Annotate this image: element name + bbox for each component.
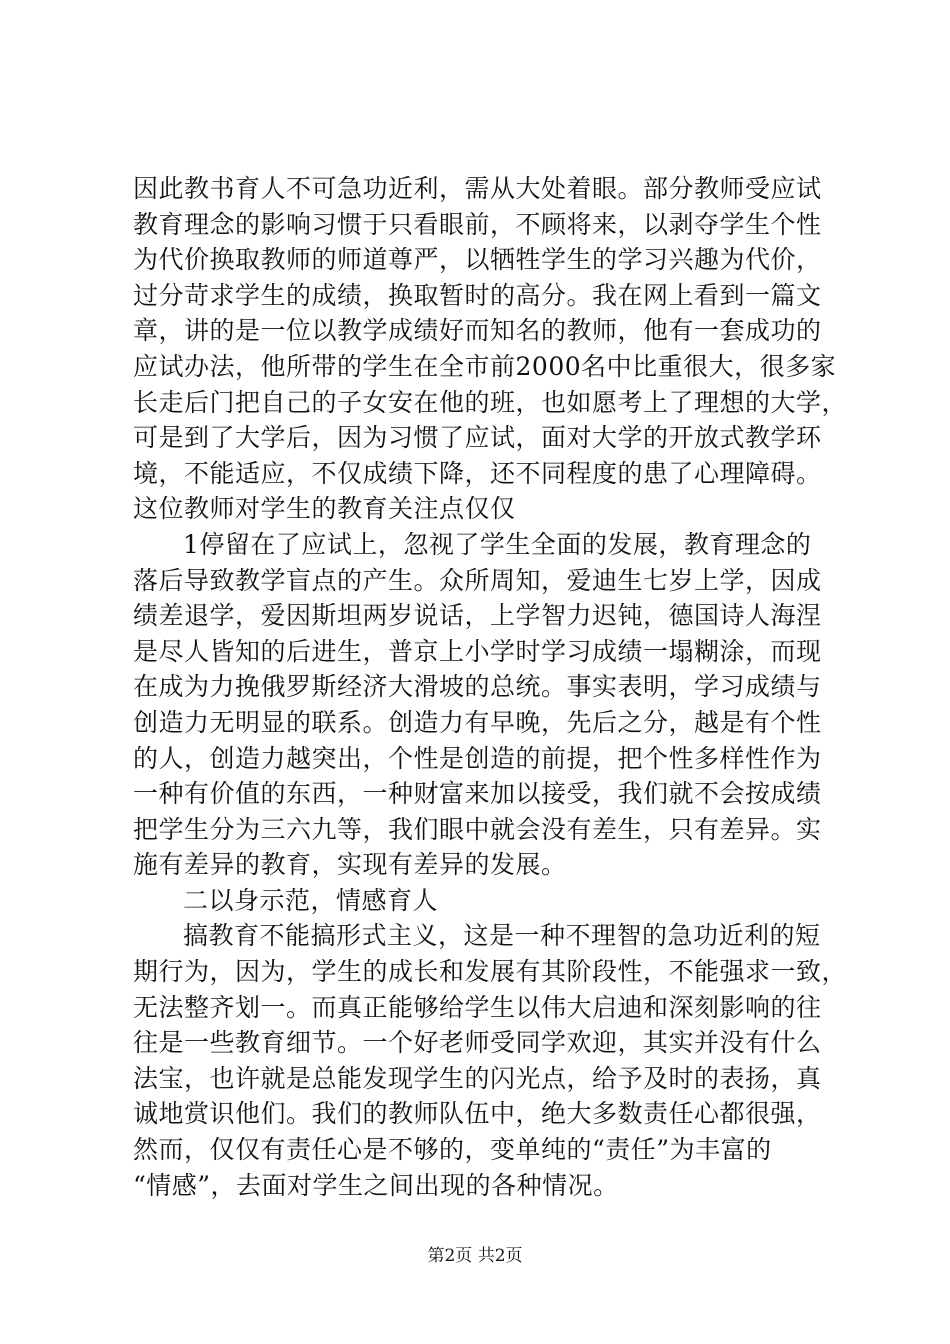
- text-line: 应试办法，他所带的学生在全市前2000名中比重很大，很多家: [133, 351, 837, 381]
- text-line: 境，不能适应，不仅成绩下降，还不同程度的患了心理障碍。: [133, 458, 822, 488]
- text-line: 章，讲的是一位以教学成绩好而知名的教师，他有一套成功的: [133, 316, 822, 346]
- text-line: 教育理念的影响习惯于只看眼前，不顾将来，以剥夺学生个性: [133, 209, 822, 239]
- text-line: 搞教育不能搞形式主义，这是一种不理智的急功近利的短: [183, 921, 821, 951]
- text-line: 1停留在了应试上，忽视了学生全面的发展，教育理念的: [183, 529, 812, 559]
- text-line: 过分苛求学生的成绩，换取暂时的高分。我在网上看到一篇文: [133, 280, 822, 310]
- text-line: 绩差退学，爱因斯坦两岁说话，上学智力迟钝，德国诗人海涅: [133, 601, 822, 631]
- text-line: 为代价换取教师的师道尊严，以牺牲学生的学习兴趣为代价，: [133, 245, 822, 275]
- text-line: 往是一些教育细节。一个好老师受同学欢迎，其实并没有什么: [133, 1028, 822, 1058]
- text-line: 的人，创造力越突出，个性是创造的前提，把个性多样性作为: [133, 743, 822, 773]
- text-line: 因此教书育人不可急功近利，需从大处着眼。部分教师受应试: [133, 174, 822, 203]
- text-line: 长走后门把自己的子女安在他的班，也如愿考上了理想的大学，: [133, 387, 848, 417]
- text-line: 无法整齐划一。而真正能够给学生以伟大启迪和深刻影响的往: [133, 992, 822, 1022]
- document-body: [133, 171, 848, 1203]
- text-line: 然而，仅仅有责任心是不够的，变单纯的“责任”为丰富的: [133, 1135, 772, 1165]
- text-line: 一种有价值的东西，一种财富来加以接受，我们就不会按成绩: [133, 779, 822, 809]
- text-line: 可是到了大学后，因为习惯了应试，面对大学的开放式教学环: [133, 423, 822, 453]
- page-footer: 第2页 共2页: [427, 1246, 523, 1266]
- text-line: 期行为，因为，学生的成长和发展有其阶段性，不能强求一致，: [133, 957, 848, 987]
- text-line: 把学生分为三六九等，我们眼中就会没有差生，只有差异。实: [133, 814, 822, 844]
- text-line: “情感”，去面对学生之间出现的各种情况。: [133, 1170, 619, 1200]
- text-line: 是尽人皆知的后进生，普京上小学时学习成绩一塌糊涂，而现: [133, 636, 822, 666]
- text-line: 这位教师对学生的教育关注点仅仅: [133, 494, 516, 524]
- text-line: 法宝，也许就是总能发现学生的闪光点，给予及时的表扬，真: [133, 1063, 822, 1093]
- text-line: 在成为力挽俄罗斯经济大滑坡的总统。事实表明，学习成绩与: [133, 672, 822, 702]
- text-line: 二以身示范，情感育人: [183, 885, 439, 915]
- text-line: 施有差异的教育，实现有差异的发展。: [133, 850, 567, 880]
- text-line: 落后导致教学盲点的产生。众所周知，爱迪生七岁上学，因成: [133, 565, 822, 595]
- text-line: 诚地赏识他们。我们的教师队伍中，绝大多数责任心都很强，: [133, 1099, 822, 1129]
- text-line: 创造力无明显的联系。创造力有早晚，先后之分，越是有个性: [133, 707, 822, 737]
